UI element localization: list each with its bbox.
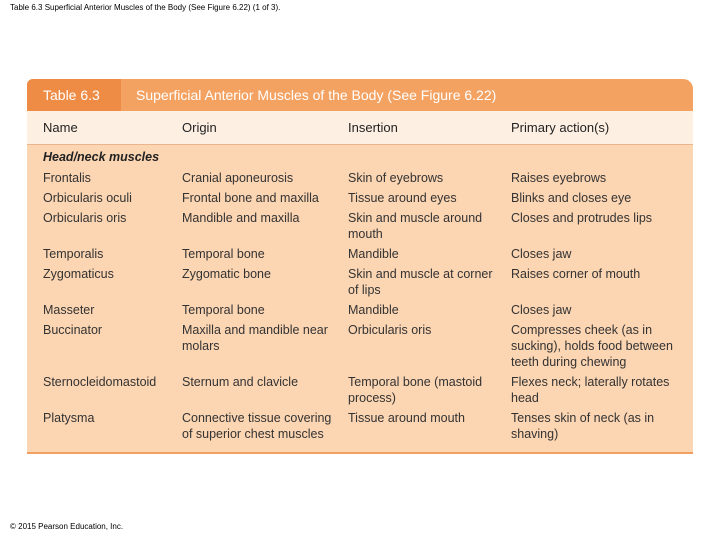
table-row (27, 170, 693, 186)
copyright-footer: © 2015 Pearson Education, Inc. (10, 522, 124, 531)
cell-origin: Frontal bone and maxilla (182, 191, 319, 205)
cell-insertion: Skin of eyebrows (348, 171, 444, 185)
table-title: Superficial Anterior Muscles of the Body (See Figure 6.22) (136, 87, 497, 103)
table-row (27, 374, 693, 406)
cell-insertion: Temporal bone (mastoid process) (348, 375, 483, 405)
cell-name: Buccinator (43, 323, 103, 337)
cell-origin: Temporal bone (182, 303, 265, 317)
cell-name: Sternocleidomastoid (43, 375, 157, 389)
cell-origin: Mandible and maxilla (182, 211, 300, 225)
column-header-origin: Origin (182, 120, 217, 135)
cell-action: Closes jaw (511, 247, 572, 261)
cell-insertion: Mandible (348, 303, 399, 317)
table-body (27, 170, 693, 442)
cell-origin: Maxilla and mandible near molars (182, 323, 328, 353)
cell-action: Blinks and closes eye (511, 191, 632, 205)
column-header-name: Name (43, 120, 78, 135)
cell-action: Tenses skin of neck (as in shaving) (511, 411, 655, 441)
cell-origin: Zygomatic bone (182, 267, 271, 281)
cell-origin: Cranial aponeurosis (182, 171, 294, 185)
table-row (27, 266, 693, 298)
table-number: Table 6.3 (27, 79, 121, 111)
table-row (27, 410, 693, 442)
cell-action: Flexes neck; laterally rotates head (511, 375, 670, 405)
cell-name: Orbicularis oris (43, 211, 127, 225)
column-header-action: Primary action(s) (511, 120, 610, 135)
cell-name: Platysma (43, 411, 95, 425)
cell-action: Closes jaw (511, 303, 572, 317)
cell-insertion: Tissue around mouth (348, 411, 465, 425)
table-row (27, 210, 693, 242)
table-title-bar (27, 79, 693, 111)
cell-name: Masseter (43, 303, 95, 317)
cell-insertion: Skin and muscle at corner of lips (348, 267, 493, 297)
table-row (27, 246, 693, 262)
cell-insertion: Skin and muscle around mouth (348, 211, 483, 241)
column-header-insertion: Insertion (348, 120, 398, 135)
muscle-table (27, 79, 693, 454)
table-header-row (27, 111, 693, 145)
section-heading: Head/neck muscles (43, 150, 160, 164)
cell-name: Temporalis (43, 247, 104, 261)
cell-action: Compresses cheek (as in sucking), holds food between teeth during chewing (511, 323, 673, 369)
cell-action: Closes and protrudes lips (511, 211, 653, 225)
cell-origin: Temporal bone (182, 247, 265, 261)
cell-origin: Sternum and clavicle (182, 375, 299, 389)
cell-insertion: Tissue around eyes (348, 191, 457, 205)
cell-name: Zygomaticus (43, 267, 114, 281)
table-row (27, 190, 693, 206)
cell-action: Raises eyebrows (511, 171, 607, 185)
table-row (27, 322, 693, 370)
cell-insertion: Mandible (348, 247, 399, 261)
cell-name: Orbicularis oculi (43, 191, 132, 205)
cell-action: Raises corner of mouth (511, 267, 641, 281)
cell-origin: Connective tissue covering of superior chest muscles (182, 411, 332, 441)
table-row (27, 302, 693, 318)
cell-insertion: Orbicularis oris (348, 323, 432, 337)
cell-name: Frontalis (43, 171, 91, 185)
slide-title: Table 6.3 Superficial Anterior Muscles of the Body (See Figure 6.22) (1 of 3). (10, 3, 281, 12)
